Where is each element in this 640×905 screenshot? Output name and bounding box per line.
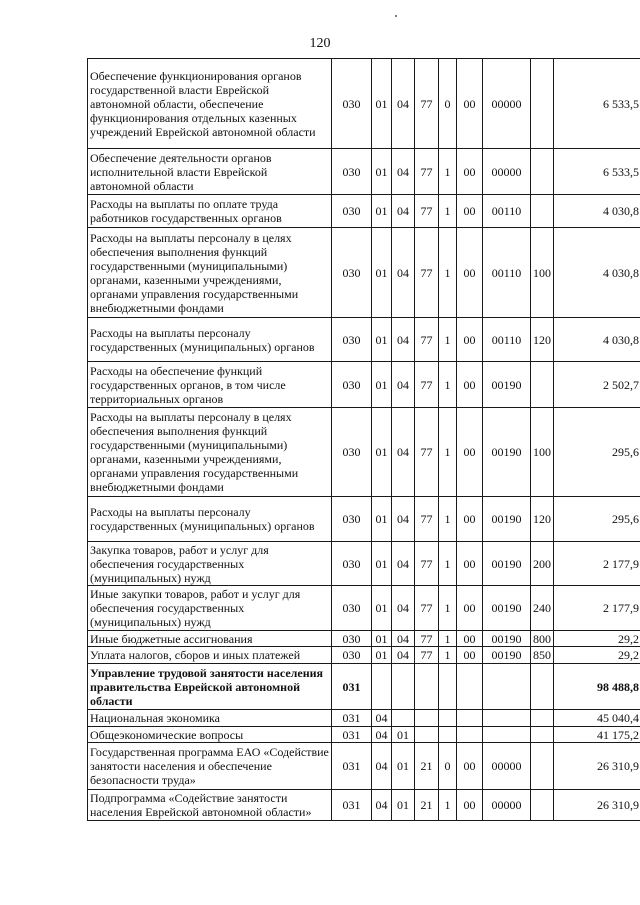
row-grbs-code: 030	[332, 59, 372, 149]
row-program-code: 77	[415, 59, 439, 149]
row-program-code: 77	[415, 497, 439, 542]
row-description: Общеэкономические вопросы	[88, 727, 332, 743]
row-program-code: 77	[415, 408, 439, 497]
table-row	[88, 647, 640, 664]
row-subsection-code: 04	[392, 542, 415, 586]
row-article-code: 00000	[483, 59, 531, 149]
row-grbs-code: 030	[332, 586, 372, 631]
row-description: Расходы на выплаты персоналу в целях обеспечения выполнения функций государственными (муниципальными) органами, казенными учреждениями, органами управления государственными внебюджетными фондами	[88, 408, 332, 497]
row-description: Обеспечение функционирования органов государственной власти Еврейской автономной области, обеспечение функционирования отдельных казенных учреждений Еврейской автономной области	[88, 59, 332, 149]
row-description: Национальная экономика	[88, 710, 332, 727]
row-program-code	[415, 710, 439, 727]
row-description: Расходы на выплаты персоналу в целях обеспечения выполнения функций государственными (муниципальными) органами, казенными учреждениями, органами управления государственными внебюджетными фондами	[88, 228, 332, 318]
row-amount: 29,2	[554, 647, 640, 664]
row-direction-code: 00	[457, 408, 483, 497]
row-description: Управление трудовой занятости населения правительства Еврейской автономной области	[88, 664, 332, 710]
row-subprogram-code: 1	[439, 542, 457, 586]
row-grbs-code: 031	[332, 727, 372, 743]
row-program-code: 77	[415, 318, 439, 362]
row-article-code: 00190	[483, 362, 531, 408]
row-description: Иные бюджетные ассигнования	[88, 631, 332, 647]
row-subsection-code: 04	[392, 586, 415, 631]
row-subprogram-code: 1	[439, 195, 457, 228]
row-grbs-code: 031	[332, 790, 372, 821]
row-expense-type-code	[531, 727, 554, 743]
row-amount: 29,2	[554, 631, 640, 647]
row-subprogram-code: 0	[439, 743, 457, 790]
row-subprogram-code: 1	[439, 586, 457, 631]
row-subprogram-code: 1	[439, 647, 457, 664]
row-description: Государственная программа ЕАО «Содействие занятости населения и обеспечение безопасности труда»	[88, 743, 332, 790]
row-subprogram-code: 1	[439, 631, 457, 647]
row-amount: 26 310,9	[554, 743, 640, 790]
row-amount: 295,6	[554, 497, 640, 542]
row-amount: 4 030,8	[554, 195, 640, 228]
row-amount: 2 502,7	[554, 362, 640, 408]
row-subsection-code: 04	[392, 647, 415, 664]
row-amount: 2 177,9	[554, 542, 640, 586]
row-subprogram-code	[439, 664, 457, 710]
row-article-code: 00190	[483, 631, 531, 647]
row-subprogram-code: 1	[439, 228, 457, 318]
table-row	[88, 497, 640, 542]
row-subprogram-code: 0	[439, 59, 457, 149]
row-article-code: 00190	[483, 586, 531, 631]
budget-table	[87, 58, 640, 821]
row-description: Обеспечение деятельности органов исполнительной власти Еврейской автономной области	[88, 149, 332, 195]
row-section-code: 04	[372, 743, 392, 790]
row-grbs-code: 030	[332, 497, 372, 542]
table-row	[88, 228, 640, 318]
row-expense-type-code: 850	[531, 647, 554, 664]
table-row	[88, 195, 640, 228]
row-expense-type-code: 800	[531, 631, 554, 647]
row-section-code: 01	[372, 318, 392, 362]
row-grbs-code: 030	[332, 542, 372, 586]
row-direction-code: 00	[457, 362, 483, 408]
table-row	[88, 664, 640, 710]
row-grbs-code: 030	[332, 631, 372, 647]
row-article-code: 00190	[483, 647, 531, 664]
row-grbs-code: 030	[332, 228, 372, 318]
row-subprogram-code: 1	[439, 497, 457, 542]
row-article-code: 00190	[483, 408, 531, 497]
row-section-code: 01	[372, 586, 392, 631]
row-description: Иные закупки товаров, работ и услуг для обеспечения государственных (муниципальных) нужд	[88, 586, 332, 631]
row-program-code: 21	[415, 790, 439, 821]
row-direction-code: 00	[457, 586, 483, 631]
row-grbs-code: 031	[332, 710, 372, 727]
row-amount: 26 310,9	[554, 790, 640, 821]
row-program-code	[415, 727, 439, 743]
table-row	[88, 318, 640, 362]
table-row	[88, 362, 640, 408]
row-expense-type-code: 240	[531, 586, 554, 631]
page-number: 120	[309, 36, 331, 51]
row-expense-type-code: 200	[531, 542, 554, 586]
table-row	[88, 59, 640, 149]
row-subsection-code	[392, 710, 415, 727]
table-row	[88, 631, 640, 647]
row-grbs-code: 030	[332, 408, 372, 497]
row-description: Расходы на выплаты по оплате труда работников государственных органов	[88, 195, 332, 228]
row-description: Расходы на выплаты персоналу государственных (муниципальных) органов	[88, 318, 332, 362]
row-subsection-code: 04	[392, 408, 415, 497]
row-amount: 4 030,8	[554, 228, 640, 318]
row-program-code: 77	[415, 586, 439, 631]
row-direction-code: 00	[457, 790, 483, 821]
row-article-code	[483, 664, 531, 710]
row-description: Подпрограмма «Содействие занятости населения Еврейской автономной области»	[88, 790, 332, 821]
row-direction-code: 00	[457, 195, 483, 228]
table-row	[88, 149, 640, 195]
row-section-code: 04	[372, 727, 392, 743]
table-row	[88, 710, 640, 727]
row-grbs-code: 031	[332, 743, 372, 790]
row-subsection-code: 04	[392, 318, 415, 362]
row-subprogram-code: 1	[439, 362, 457, 408]
row-expense-type-code	[531, 362, 554, 408]
row-article-code: 00000	[483, 743, 531, 790]
row-section-code	[372, 664, 392, 710]
row-direction-code: 00	[457, 318, 483, 362]
row-direction-code: 00	[457, 542, 483, 586]
row-subsection-code: 01	[392, 727, 415, 743]
row-article-code: 00110	[483, 228, 531, 318]
row-program-code: 21	[415, 743, 439, 790]
row-direction-code: 00	[457, 743, 483, 790]
row-subsection-code: 01	[392, 743, 415, 790]
row-amount: 295,6	[554, 408, 640, 497]
row-grbs-code: 030	[332, 362, 372, 408]
table-row	[88, 727, 640, 743]
row-section-code: 01	[372, 195, 392, 228]
row-section-code: 01	[372, 647, 392, 664]
row-expense-type-code	[531, 59, 554, 149]
row-grbs-code: 031	[332, 664, 372, 710]
row-grbs-code: 030	[332, 318, 372, 362]
row-program-code: 77	[415, 542, 439, 586]
row-subsection-code: 04	[392, 631, 415, 647]
row-amount: 45 040,4	[554, 710, 640, 727]
row-expense-type-code: 100	[531, 408, 554, 497]
row-section-code: 01	[372, 497, 392, 542]
row-subprogram-code	[439, 710, 457, 727]
row-subsection-code: 04	[392, 228, 415, 318]
row-amount: 41 175,2	[554, 727, 640, 743]
row-direction-code: 00	[457, 149, 483, 195]
row-article-code: 00190	[483, 497, 531, 542]
row-section-code: 01	[372, 228, 392, 318]
row-section-code: 04	[372, 790, 392, 821]
row-amount: 6 533,5	[554, 149, 640, 195]
row-direction-code	[457, 727, 483, 743]
row-subsection-code: 04	[392, 362, 415, 408]
row-program-code: 77	[415, 149, 439, 195]
row-subprogram-code: 1	[439, 790, 457, 821]
row-subsection-code: 04	[392, 497, 415, 542]
row-subsection-code: 01	[392, 790, 415, 821]
row-article-code: 00000	[483, 790, 531, 821]
row-subsection-code: 04	[392, 195, 415, 228]
row-section-code: 01	[372, 362, 392, 408]
row-direction-code	[457, 710, 483, 727]
row-subprogram-code	[439, 727, 457, 743]
row-description: Уплата налогов, сборов и иных платежей	[88, 647, 332, 664]
row-article-code: 00190	[483, 542, 531, 586]
row-expense-type-code	[531, 743, 554, 790]
row-program-code: 77	[415, 631, 439, 647]
row-expense-type-code	[531, 710, 554, 727]
row-grbs-code: 030	[332, 647, 372, 664]
row-program-code: 77	[415, 228, 439, 318]
table-row	[88, 743, 640, 790]
row-article-code	[483, 710, 531, 727]
row-article-code: 00110	[483, 195, 531, 228]
row-expense-type-code: 120	[531, 497, 554, 542]
scan-dot	[395, 15, 397, 17]
table-row	[88, 790, 640, 821]
row-article-code	[483, 727, 531, 743]
row-expense-type-code	[531, 149, 554, 195]
row-program-code: 77	[415, 647, 439, 664]
row-subsection-code: 04	[392, 149, 415, 195]
row-subsection-code: 04	[392, 59, 415, 149]
row-subprogram-code: 1	[439, 149, 457, 195]
row-direction-code: 00	[457, 228, 483, 318]
row-description: Закупка товаров, работ и услуг для обеспечения государственных (муниципальных) нужд	[88, 542, 332, 586]
row-grbs-code: 030	[332, 149, 372, 195]
row-section-code: 01	[372, 408, 392, 497]
row-article-code: 00000	[483, 149, 531, 195]
row-subprogram-code: 1	[439, 318, 457, 362]
row-subsection-code	[392, 664, 415, 710]
row-expense-type-code	[531, 664, 554, 710]
budget-table-body	[88, 59, 640, 821]
row-expense-type-code	[531, 790, 554, 821]
row-direction-code: 00	[457, 647, 483, 664]
row-direction-code	[457, 664, 483, 710]
table-row	[88, 542, 640, 586]
row-program-code: 77	[415, 195, 439, 228]
row-expense-type-code: 100	[531, 228, 554, 318]
row-expense-type-code	[531, 195, 554, 228]
row-section-code: 01	[372, 149, 392, 195]
row-amount: 98 488,8	[554, 664, 640, 710]
row-section-code: 04	[372, 710, 392, 727]
row-section-code: 01	[372, 631, 392, 647]
row-amount: 6 533,5	[554, 59, 640, 149]
row-article-code: 00110	[483, 318, 531, 362]
row-section-code: 01	[372, 59, 392, 149]
row-direction-code: 00	[457, 59, 483, 149]
row-subprogram-code: 1	[439, 408, 457, 497]
row-amount: 4 030,8	[554, 318, 640, 362]
row-grbs-code: 030	[332, 195, 372, 228]
row-amount: 2 177,9	[554, 586, 640, 631]
table-row	[88, 586, 640, 631]
row-description: Расходы на обеспечение функций государственных органов, в том числе территориальных органов	[88, 362, 332, 408]
row-direction-code: 00	[457, 497, 483, 542]
row-direction-code: 00	[457, 631, 483, 647]
table-row	[88, 408, 640, 497]
row-program-code	[415, 664, 439, 710]
row-program-code: 77	[415, 362, 439, 408]
row-section-code: 01	[372, 542, 392, 586]
row-expense-type-code: 120	[531, 318, 554, 362]
row-description: Расходы на выплаты персоналу государственных (муниципальных) органов	[88, 497, 332, 542]
